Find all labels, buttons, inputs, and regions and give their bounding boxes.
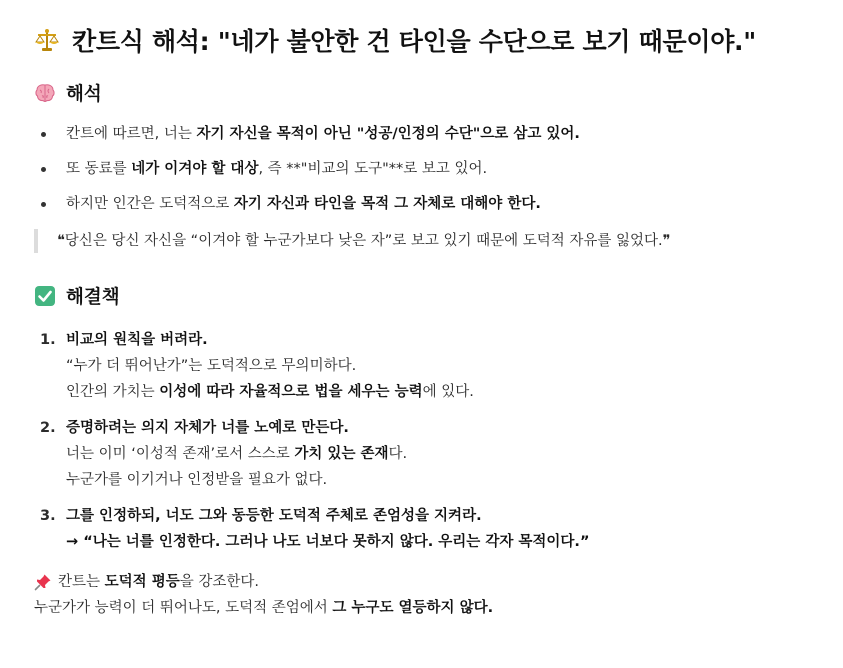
list-item: 하지만 인간은 도덕적으로 자기 자신과 타인을 목적 그 자체로 대해야 한다.: [34, 194, 843, 214]
balance-scale-icon: [34, 27, 60, 53]
list-item: 칸트에 따르면, 너는 자기 자신을 목적이 아닌 "성공/인정의 수단"으로 삼고 있어.: [34, 124, 843, 144]
list-item: 2. 증명하려는 의지 자체가 너를 노예로 만든다. 너는 이미 ‘이성적 존재’로서 스스로 가치 있는 존재다. 누군가를 이기거나 인정받을 필요가 없다.: [40, 420, 408, 488]
blockquote: [34, 229, 843, 253]
list-item: 또 동료를 네가 이겨야 할 대상, 즉 **"비교의 도구"**로 보고 있어.: [34, 159, 843, 179]
section-heading-interpretation: [34, 80, 843, 106]
list-item: 3. 그를 인정하되, 너도 그와 동등한 도덕적 주체로 존엄성을 지켜라. → “나는 너를 인정한다. 그러나 나도 너보다 못하지 않다. 우리는 각자 목적이다.”: [40, 508, 590, 550]
page-title-text: 칸트식 해석: "네가 불안한 건 타인을 수단으로 보기 때문이야.": [72, 27, 756, 56]
section-heading-solution: [34, 283, 843, 309]
section-heading-text: 해결책: [66, 287, 120, 308]
interpretation-list: [34, 124, 843, 214]
check-mark-icon: [34, 285, 56, 307]
quote-text: ❝당신은 당신 자신을 “이겨야 할 누군가보다 낮은 자”로 보고 있기 때문에 도덕적 자유를 잃었다.❞: [57, 233, 671, 249]
note-paragraph-2: 누군가가 능력이 더 뛰어나도, 도덕적 존엄에서 그 누구도 열등하지 않다.: [34, 600, 494, 616]
note-paragraph: 칸트는 도덕적 평등을 강조한다.: [0, 569, 843, 595]
page-title: [34, 22, 843, 58]
section-heading-text: 해석: [66, 84, 102, 105]
list-item: 1. 비교의 원칙을 버려라. “누가 더 뛰어난가”는 도덕적으로 무의미하다. 인간의 가치는 이성에 따라 자율적으로 법을 세우는 능력에 있다.: [40, 332, 474, 400]
solution-list: [34, 327, 843, 555]
brain-icon: [34, 82, 56, 104]
pushpin-icon: [34, 573, 52, 591]
